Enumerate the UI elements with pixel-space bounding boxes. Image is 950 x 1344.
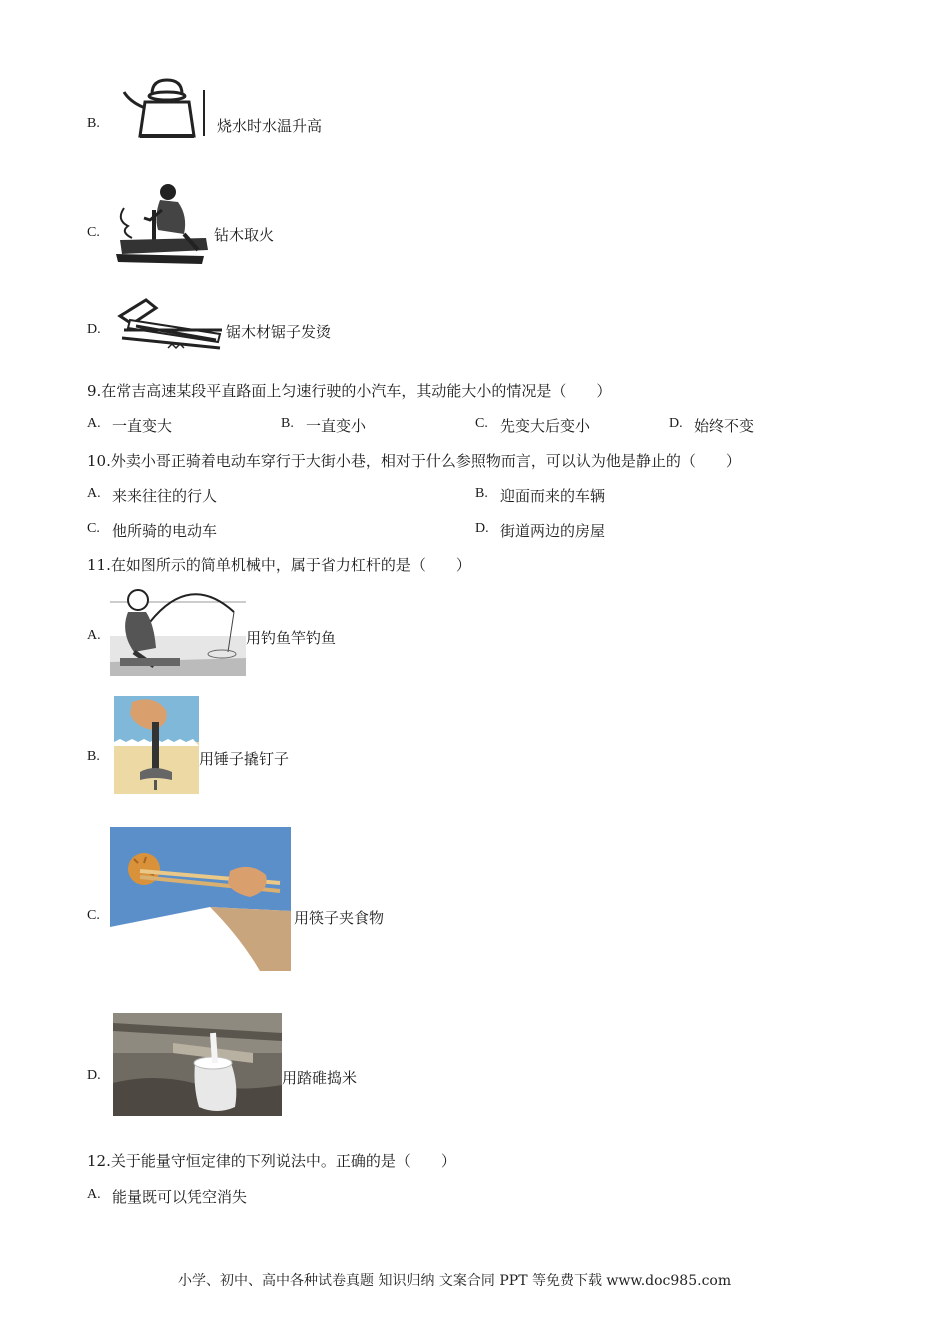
q9-option-d-letter: D. xyxy=(669,416,683,431)
q12-option-a-text: 能量既可以凭空消失 xyxy=(112,1188,248,1206)
kettle-icon xyxy=(120,76,210,144)
q11-option-a-letter: A. xyxy=(87,628,101,643)
page-footer: 小学、初中、高中各种试卷真题 知识归纳 文案合同 PPT 等免费下载 www.doc985.com xyxy=(178,1273,732,1289)
q8-option-c-letter: C. xyxy=(87,225,100,240)
q11-stem: 11.在如图所示的简单机械中，属于省力杠杆的是（ ） xyxy=(87,556,471,574)
q9-option-d-text: 始终不变 xyxy=(694,417,755,435)
q10-option-a-letter: A. xyxy=(87,486,101,501)
q9-option-a-letter: A. xyxy=(87,416,101,431)
q10-option-b-letter: B. xyxy=(475,486,488,501)
q11-option-d-letter: D. xyxy=(87,1068,101,1083)
chopsticks-food-image xyxy=(110,827,291,971)
q10-option-c-letter: C. xyxy=(87,521,100,536)
q8-option-b-letter: B. xyxy=(87,116,100,131)
q10-option-a-text: 来来往往的行人 xyxy=(112,487,218,505)
q9-stem: 9.在常吉高速某段平直路面上匀速行驶的小汽车，其动能大小的情况是（ ） xyxy=(87,382,612,400)
q9-option-c-letter: C. xyxy=(475,416,488,431)
drilling-wood-fire-icon xyxy=(114,180,210,266)
q12-stem: 12.关于能量守恒定律的下列说法中。正确的是（ ） xyxy=(87,1152,456,1170)
q8-option-b-text: 烧水时水温升高 xyxy=(217,117,323,135)
q11-option-c-text: 用筷子夹食物 xyxy=(294,909,385,927)
q8-option-d-text: 锯木材锯子发烫 xyxy=(226,323,332,341)
hammer-nail-image xyxy=(114,696,199,794)
q11-option-a-text: 用钓鱼竿钓鱼 xyxy=(246,629,337,647)
q10-option-b-text: 迎面而来的车辆 xyxy=(500,487,606,505)
pestle-mortar-image xyxy=(113,1013,282,1116)
q8-option-c-text: 钻木取火 xyxy=(214,226,275,244)
q9-option-c-text: 先变大后变小 xyxy=(500,417,591,435)
saw-icon xyxy=(116,290,224,354)
q11-option-b-text: 用锤子撬钉子 xyxy=(199,750,290,768)
q10-option-c-text: 他所骑的电动车 xyxy=(112,522,218,540)
q12-option-a-letter: A. xyxy=(87,1187,101,1202)
q10-option-d-text: 街道两边的房屋 xyxy=(500,522,606,540)
q10-option-d-letter: D. xyxy=(475,521,489,536)
fishing-rod-image xyxy=(110,582,246,676)
q11-option-d-text: 用踏碓捣米 xyxy=(282,1069,358,1087)
q9-option-a-text: 一直变大 xyxy=(112,417,173,435)
q8-option-d-letter: D. xyxy=(87,322,101,337)
q11-option-c-letter: C. xyxy=(87,908,100,923)
q10-stem: 10.外卖小哥正骑着电动车穿行于大街小巷，相对于什么参照物而言，可以认为他是静止的（ ） xyxy=(87,452,741,470)
q9-option-b-text: 一直变小 xyxy=(306,417,367,435)
q9-option-b-letter: B. xyxy=(281,416,294,431)
q11-option-b-letter: B. xyxy=(87,749,100,764)
